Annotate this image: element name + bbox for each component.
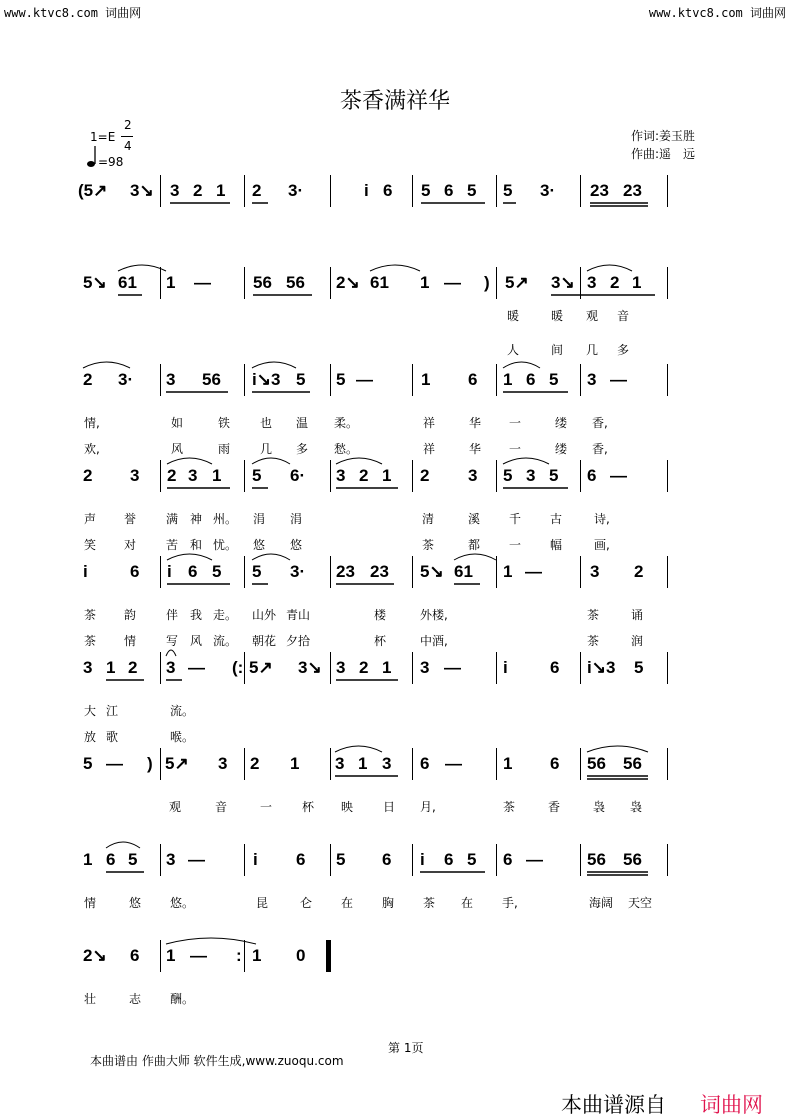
lyric-verse2: 笑 bbox=[84, 538, 97, 552]
lyric-verse1: 涓 bbox=[253, 512, 266, 526]
lyric-verse1: 暖 bbox=[551, 309, 564, 323]
note: 1 bbox=[358, 754, 368, 773]
note: 3 bbox=[420, 658, 430, 677]
note: 5 bbox=[336, 850, 346, 869]
note: 3· bbox=[540, 181, 556, 200]
note: — bbox=[610, 370, 627, 389]
time-signature-top: 2 bbox=[124, 118, 132, 132]
lyric-verse2: 风 bbox=[171, 442, 184, 456]
note: 5 bbox=[421, 181, 431, 200]
note: 5 bbox=[252, 466, 262, 485]
note: 1 bbox=[216, 181, 226, 200]
source-label: 本曲谱源自 bbox=[561, 1093, 666, 1117]
slur bbox=[587, 746, 648, 752]
lyric-verse1: 在 bbox=[461, 896, 474, 910]
lyric-verse1: 伴 bbox=[166, 608, 179, 622]
lyric-verse2: 喉。 bbox=[170, 730, 195, 744]
lyric-verse1: 千 bbox=[509, 512, 522, 526]
lyric-verse2: 中酒, bbox=[420, 634, 448, 648]
lyric-verse2: 缕 bbox=[555, 442, 568, 456]
lyric-verse2: 悠 bbox=[290, 538, 303, 552]
lyric-verse2: 欢, bbox=[84, 442, 100, 456]
lyric-verse1: 暖 bbox=[507, 309, 520, 323]
lyric-verse2: 华 bbox=[469, 442, 482, 456]
slur bbox=[166, 650, 176, 656]
slur bbox=[252, 458, 290, 464]
note: 5↘ bbox=[420, 562, 444, 581]
note: ) bbox=[147, 754, 153, 773]
note: 2 bbox=[83, 466, 93, 485]
note: 6 bbox=[550, 754, 560, 773]
lyric-verse1: 在 bbox=[341, 896, 354, 910]
slur bbox=[503, 362, 540, 368]
lyric-verse1: 一 bbox=[509, 416, 522, 430]
notation-marks bbox=[0, 273, 790, 313]
slur bbox=[252, 554, 290, 560]
note: 2 bbox=[359, 466, 369, 485]
note: (5↗ bbox=[78, 181, 108, 200]
notation-marks bbox=[0, 658, 790, 698]
lyric-verse2: 风 bbox=[190, 634, 203, 648]
notation-marks bbox=[0, 370, 790, 410]
lyric-verse2: 对 bbox=[124, 538, 137, 552]
note: 2 bbox=[252, 181, 262, 200]
lyric-verse2: 夕拾 bbox=[286, 634, 311, 648]
note: 56 bbox=[623, 850, 642, 869]
lyric-verse2: 苦 bbox=[166, 538, 179, 552]
song-title: 茶香满祥华 bbox=[339, 89, 450, 114]
note: 1 bbox=[420, 273, 430, 292]
lyric-verse1: 柔。 bbox=[334, 416, 359, 430]
note: 1 bbox=[503, 370, 513, 389]
note: i bbox=[253, 850, 258, 869]
note: — bbox=[526, 850, 543, 869]
composer-credit: 作曲:遥 远 bbox=[631, 147, 696, 161]
lyric-verse2: 忧。 bbox=[213, 538, 238, 552]
note: 3↘ bbox=[298, 658, 322, 677]
lyric-verse1: 大 bbox=[84, 704, 97, 718]
slur bbox=[503, 458, 549, 464]
lyric-verse2: 人 bbox=[507, 343, 520, 357]
lyric-verse1: 清 bbox=[422, 512, 435, 526]
note: 5 bbox=[336, 370, 346, 389]
note: 1 bbox=[106, 658, 116, 677]
note: 3· bbox=[290, 562, 306, 581]
note: 6 bbox=[444, 850, 454, 869]
lyric-verse2: 都 bbox=[468, 538, 481, 552]
lyric-verse1: 音 bbox=[215, 800, 228, 814]
final-barline bbox=[326, 940, 330, 972]
note: i↘3 bbox=[252, 370, 281, 389]
note: i bbox=[83, 562, 88, 581]
note: 5 bbox=[252, 562, 262, 581]
page-number: 第 1页 bbox=[388, 1041, 424, 1055]
lyric-verse1: 香 bbox=[548, 800, 561, 814]
lyric-verse2: 茶 bbox=[84, 634, 97, 648]
note: 23 bbox=[370, 562, 389, 581]
note: — bbox=[610, 466, 627, 485]
lyric-verse2: 朝花 bbox=[252, 634, 277, 648]
lyric-verse1: 流。 bbox=[170, 704, 195, 718]
note: 2 bbox=[610, 273, 620, 292]
note: 2 bbox=[83, 370, 93, 389]
note: 3 bbox=[166, 658, 176, 677]
note: 1 bbox=[290, 754, 300, 773]
lyric-verse1: 韵 bbox=[124, 608, 137, 622]
note: — bbox=[525, 562, 542, 581]
lyric-verse1: 誉 bbox=[124, 512, 137, 526]
lyric-verse2: 几 bbox=[586, 343, 599, 357]
notation-marks bbox=[0, 850, 790, 890]
lyric-verse1: 如 bbox=[171, 416, 184, 430]
note: 1 bbox=[632, 273, 642, 292]
note: 1 bbox=[503, 562, 513, 581]
note: 2↘ bbox=[336, 273, 360, 292]
note: — bbox=[445, 754, 462, 773]
note: 5 bbox=[83, 754, 93, 773]
time-signature-bottom: 4 bbox=[124, 139, 132, 153]
lyric-verse1: 志 bbox=[129, 992, 142, 1006]
watermark-right[interactable]: www.ktvc8.com 词曲网 bbox=[648, 6, 786, 20]
lyric-verse1: 诗, bbox=[594, 512, 610, 526]
lyric-verse1: 铁 bbox=[218, 416, 231, 430]
note: 5 bbox=[503, 466, 513, 485]
lyric-verse2: 一 bbox=[509, 538, 522, 552]
note: i↘3 bbox=[587, 658, 616, 677]
slur bbox=[167, 554, 212, 560]
slur bbox=[166, 938, 256, 944]
note: 3 bbox=[468, 466, 478, 485]
note: 61 bbox=[454, 562, 473, 581]
note: 2 bbox=[359, 658, 369, 677]
slur bbox=[454, 554, 496, 560]
note: 56 bbox=[623, 754, 642, 773]
note: i bbox=[167, 562, 172, 581]
lyric-verse1: 也 bbox=[260, 416, 273, 430]
note: 1 bbox=[421, 370, 431, 389]
notation-marks bbox=[0, 466, 790, 506]
lyric-verse2: 写 bbox=[166, 634, 179, 648]
lyric-verse2: 几 bbox=[260, 442, 273, 456]
lyric-verse2: 杯 bbox=[374, 634, 387, 648]
note: 1 bbox=[212, 466, 222, 485]
note: 3· bbox=[288, 181, 304, 200]
lyric-verse2: 放 bbox=[84, 730, 97, 744]
note: 3 bbox=[130, 466, 140, 485]
lyricist-credit: 作词:姜玉胜 bbox=[631, 129, 696, 143]
lyric-verse1: 观 bbox=[169, 800, 182, 814]
note: 6 bbox=[550, 658, 560, 677]
notation-marks bbox=[0, 562, 790, 602]
lyric-verse1: 神 bbox=[190, 512, 203, 526]
note: 3 bbox=[526, 466, 536, 485]
time-signature-line bbox=[121, 136, 133, 137]
note: 5 bbox=[467, 850, 477, 869]
note: 3 bbox=[335, 754, 345, 773]
note: 6 bbox=[420, 754, 430, 773]
note: 2 bbox=[634, 562, 644, 581]
note: 1 bbox=[382, 658, 392, 677]
lyric-verse1: 一 bbox=[260, 800, 273, 814]
note: 6 bbox=[130, 946, 140, 965]
note: 3↘ bbox=[551, 273, 575, 292]
note: 6· bbox=[290, 466, 306, 485]
lyric-verse2: 愁。 bbox=[334, 442, 359, 456]
key-signature: 1=E bbox=[90, 130, 116, 144]
lyric-verse2: 雨 bbox=[218, 442, 231, 456]
lyric-verse1: 杯 bbox=[302, 800, 315, 814]
slur bbox=[335, 746, 382, 752]
lyric-verse2: 歌 bbox=[106, 730, 119, 744]
note: i bbox=[420, 850, 425, 869]
note: 3 bbox=[382, 754, 392, 773]
lyric-verse1: 情 bbox=[84, 896, 97, 910]
note: 23 bbox=[336, 562, 355, 581]
lyric-verse2: 多 bbox=[617, 343, 630, 357]
lyric-verse1: 手, bbox=[502, 896, 518, 910]
note: — bbox=[194, 273, 211, 292]
watermark-left[interactable]: www.ktvc8.com 词曲网 bbox=[4, 6, 142, 20]
note: 56 bbox=[286, 273, 305, 292]
lyric-verse2: 画, bbox=[594, 538, 610, 552]
note: 1 bbox=[166, 946, 176, 965]
lyric-verse1: 州。 bbox=[213, 512, 238, 526]
note: 6 bbox=[383, 181, 393, 200]
lyric-verse2: 幅 bbox=[550, 538, 563, 552]
notation-marks bbox=[0, 946, 790, 986]
lyric-verse1: 祥 bbox=[423, 416, 436, 430]
lyric-verse1: 诵 bbox=[631, 608, 644, 622]
slur bbox=[370, 265, 420, 271]
lyric-verse2: 茶 bbox=[587, 634, 600, 648]
note: 3 bbox=[83, 658, 93, 677]
lyric-verse2: 流。 bbox=[213, 634, 238, 648]
note: 3 bbox=[166, 850, 176, 869]
lyric-verse1: 酬。 bbox=[170, 992, 195, 1006]
lyric-verse1: 满 bbox=[166, 512, 179, 526]
note: 3 bbox=[336, 658, 346, 677]
lyric-verse2: 间 bbox=[551, 343, 564, 357]
note: 2 bbox=[193, 181, 203, 200]
lyric-verse2: 润 bbox=[631, 634, 644, 648]
note: 3 bbox=[188, 466, 198, 485]
note: 2 bbox=[167, 466, 177, 485]
lyric-verse2: 和 bbox=[190, 538, 203, 552]
lyric-verse1: 缕 bbox=[555, 416, 568, 430]
note: 56 bbox=[253, 273, 272, 292]
note: — bbox=[188, 850, 205, 869]
note: — bbox=[190, 946, 207, 965]
note: 2 bbox=[250, 754, 260, 773]
note: i bbox=[503, 658, 508, 677]
lyric-verse1: 江 bbox=[106, 704, 119, 718]
note: 5 bbox=[549, 370, 559, 389]
lyric-verse1: 温 bbox=[296, 416, 309, 430]
lyric-verse1: 楼 bbox=[374, 608, 387, 622]
note: 2 bbox=[128, 658, 138, 677]
note: 23 bbox=[623, 181, 642, 200]
note: 6 bbox=[468, 370, 478, 389]
note: ) bbox=[484, 273, 490, 292]
lyric-verse2: 香, bbox=[592, 442, 608, 456]
slur bbox=[167, 458, 212, 464]
lyric-verse1: 胸 bbox=[382, 896, 395, 910]
lyric-verse1: 茶 bbox=[84, 608, 97, 622]
note: 6 bbox=[444, 181, 454, 200]
lyric-verse1: 华 bbox=[469, 416, 482, 430]
note: — bbox=[444, 658, 461, 677]
note: — bbox=[188, 658, 205, 677]
note: 3· bbox=[118, 370, 134, 389]
slur bbox=[336, 458, 382, 464]
note: 1 bbox=[252, 946, 262, 965]
lyric-verse1: 日 bbox=[383, 800, 396, 814]
note: : bbox=[236, 946, 242, 965]
lyric-verse1: 仑 bbox=[300, 896, 313, 910]
note: 56 bbox=[587, 754, 606, 773]
lyric-verse1: 茶 bbox=[503, 800, 516, 814]
lyric-verse1: 声 bbox=[84, 512, 97, 526]
lyric-verse1: 天空 bbox=[628, 896, 653, 910]
note: 5 bbox=[634, 658, 644, 677]
note: 0 bbox=[296, 946, 306, 965]
lyric-verse1: 袅 bbox=[630, 800, 643, 814]
note: 61 bbox=[118, 273, 137, 292]
note: 3 bbox=[336, 466, 346, 485]
lyric-verse1: 观 bbox=[586, 309, 599, 323]
lyric-verse2: 一 bbox=[509, 442, 522, 456]
note: 3 bbox=[587, 273, 597, 292]
note: 1 bbox=[83, 850, 93, 869]
notation-marks bbox=[0, 181, 790, 221]
note: 5 bbox=[467, 181, 477, 200]
lyric-verse1: 悠 bbox=[129, 896, 142, 910]
lyric-verse1: 香, bbox=[592, 416, 608, 430]
note: 2 bbox=[420, 466, 430, 485]
note: 2↘ bbox=[83, 946, 107, 965]
note: 6 bbox=[188, 562, 198, 581]
tempo-marking: =98 bbox=[98, 155, 124, 169]
note: 3 bbox=[590, 562, 600, 581]
note: 5↗ bbox=[165, 754, 189, 773]
lyric-verse1: 青山 bbox=[286, 608, 311, 622]
note: — bbox=[356, 370, 373, 389]
slur bbox=[106, 842, 140, 848]
lyric-verse2: 多 bbox=[296, 442, 309, 456]
note: 3 bbox=[170, 181, 180, 200]
note: 1 bbox=[382, 466, 392, 485]
note: 6 bbox=[106, 850, 116, 869]
note: 23 bbox=[590, 181, 609, 200]
lyric-verse1: 映 bbox=[341, 800, 354, 814]
note: (: bbox=[232, 658, 244, 677]
note: 1 bbox=[166, 273, 176, 292]
note: 6 bbox=[296, 850, 306, 869]
note: 5↗ bbox=[249, 658, 273, 677]
note: 5 bbox=[549, 466, 559, 485]
source-site-link[interactable]: 词曲网 bbox=[700, 1093, 763, 1117]
note: — bbox=[444, 273, 461, 292]
lyric-verse1: 外楼, bbox=[420, 608, 448, 622]
note: 1 bbox=[503, 754, 513, 773]
note: 3↘ bbox=[130, 181, 154, 200]
lyric-verse1: 悠。 bbox=[170, 896, 195, 910]
note: 5 bbox=[296, 370, 306, 389]
note: — bbox=[106, 754, 123, 773]
lyric-verse1: 月, bbox=[420, 800, 436, 814]
note: 3 bbox=[218, 754, 228, 773]
note: 6 bbox=[130, 562, 140, 581]
slur bbox=[118, 265, 166, 271]
lyric-verse1: 山外 bbox=[252, 608, 277, 622]
lyric-verse2: 茶 bbox=[422, 538, 435, 552]
note: 6 bbox=[382, 850, 392, 869]
lyric-verse1: 壮 bbox=[84, 992, 97, 1006]
generator-credit[interactable]: 本曲谱由 作曲大师 软件生成,www.zuoqu.com bbox=[90, 1054, 344, 1068]
note: 3 bbox=[587, 370, 597, 389]
lyric-verse1: 袅 bbox=[593, 800, 606, 814]
lyric-verse1: 昆 bbox=[256, 896, 269, 910]
lyric-verse1: 茶 bbox=[423, 896, 436, 910]
slur bbox=[252, 362, 296, 368]
note: 6 bbox=[526, 370, 536, 389]
note: 56 bbox=[587, 850, 606, 869]
lyric-verse1: 海阔 bbox=[589, 896, 614, 910]
note: 6 bbox=[503, 850, 513, 869]
lyric-verse1: 溪 bbox=[468, 512, 481, 526]
lyric-verse2: 情 bbox=[124, 634, 137, 648]
note: 5↘ bbox=[83, 273, 107, 292]
lyric-verse1: 情, bbox=[84, 416, 100, 430]
note: 6 bbox=[587, 466, 597, 485]
lyric-verse1: 涓 bbox=[290, 512, 303, 526]
lyric-verse1: 音 bbox=[617, 309, 630, 323]
note: 5 bbox=[212, 562, 222, 581]
notation-marks bbox=[0, 754, 790, 794]
lyric-verse1: 我 bbox=[190, 608, 203, 622]
note: 5↗ bbox=[505, 273, 529, 292]
lyric-verse1: 古 bbox=[550, 512, 563, 526]
note: 61 bbox=[370, 273, 389, 292]
note: 5 bbox=[128, 850, 138, 869]
note: 56 bbox=[202, 370, 221, 389]
note: i bbox=[364, 181, 369, 200]
note: 3 bbox=[166, 370, 176, 389]
lyric-verse2: 悠 bbox=[253, 538, 266, 552]
slur bbox=[587, 265, 632, 271]
lyric-verse2: 祥 bbox=[423, 442, 436, 456]
lyric-verse1: 走。 bbox=[213, 608, 238, 622]
note: 5 bbox=[503, 181, 513, 200]
lyric-verse1: 茶 bbox=[587, 608, 600, 622]
slur bbox=[83, 362, 130, 368]
